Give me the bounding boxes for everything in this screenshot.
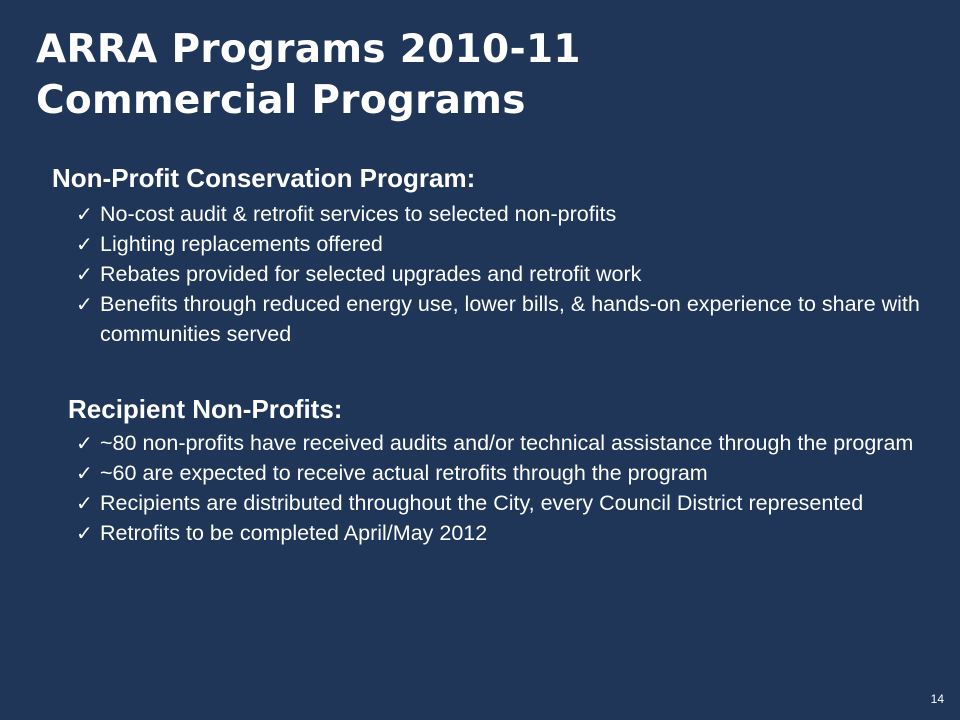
bullet-item	[76, 229, 926, 259]
bullet-text: ~80 non-profits have received audits and/or technical assistance through the program	[100, 431, 914, 455]
bullet-text: Recipients are distributed throughout the City, every Council District represented	[100, 491, 864, 515]
bullet-item	[76, 518, 926, 548]
section-heading-non-profit-conservation: Non-Profit Conservation Program:	[52, 163, 476, 193]
slide-title-line-2: Commercial Programs	[36, 78, 526, 123]
checkmark-icon: ✓	[76, 202, 93, 226]
bullet-text: Rebates provided for selected upgrades and retrofit work	[100, 262, 642, 286]
checkmark-icon: ✓	[76, 491, 93, 515]
bullet-item	[76, 259, 926, 289]
checkmark-icon: ✓	[76, 521, 93, 545]
checkmark-icon: ✓	[76, 232, 93, 256]
bullet-list-recipients	[76, 428, 926, 548]
page-number: 14	[930, 692, 944, 706]
bullet-text: No-cost audit & retrofit services to selected non-profits	[100, 202, 617, 226]
bullet-text: Lighting replacements offered	[100, 232, 383, 256]
bullet-item	[76, 458, 926, 488]
section-heading-recipient-non-profits: Recipient Non-Profits:	[68, 394, 343, 424]
bullet-item	[76, 428, 926, 458]
bullet-text: ~60 are expected to receive actual retrofits through the program	[100, 461, 708, 485]
bullet-text: Retrofits to be completed April/May 2012	[100, 521, 488, 545]
bullet-text: Benefits through reduced energy use, lower bills, & hands-on experience to share with communities served	[100, 292, 920, 346]
bullet-item	[76, 289, 926, 349]
checkmark-icon: ✓	[76, 461, 93, 485]
checkmark-icon: ✓	[76, 431, 93, 455]
slide-title-line-1: ARRA Programs 2010-11	[36, 27, 581, 72]
slide-title	[36, 24, 581, 126]
checkmark-icon: ✓	[76, 292, 93, 316]
checkmark-icon: ✓	[76, 262, 93, 286]
bullet-item	[76, 199, 926, 229]
bullet-item	[76, 488, 926, 518]
bullet-list-program	[76, 199, 926, 349]
